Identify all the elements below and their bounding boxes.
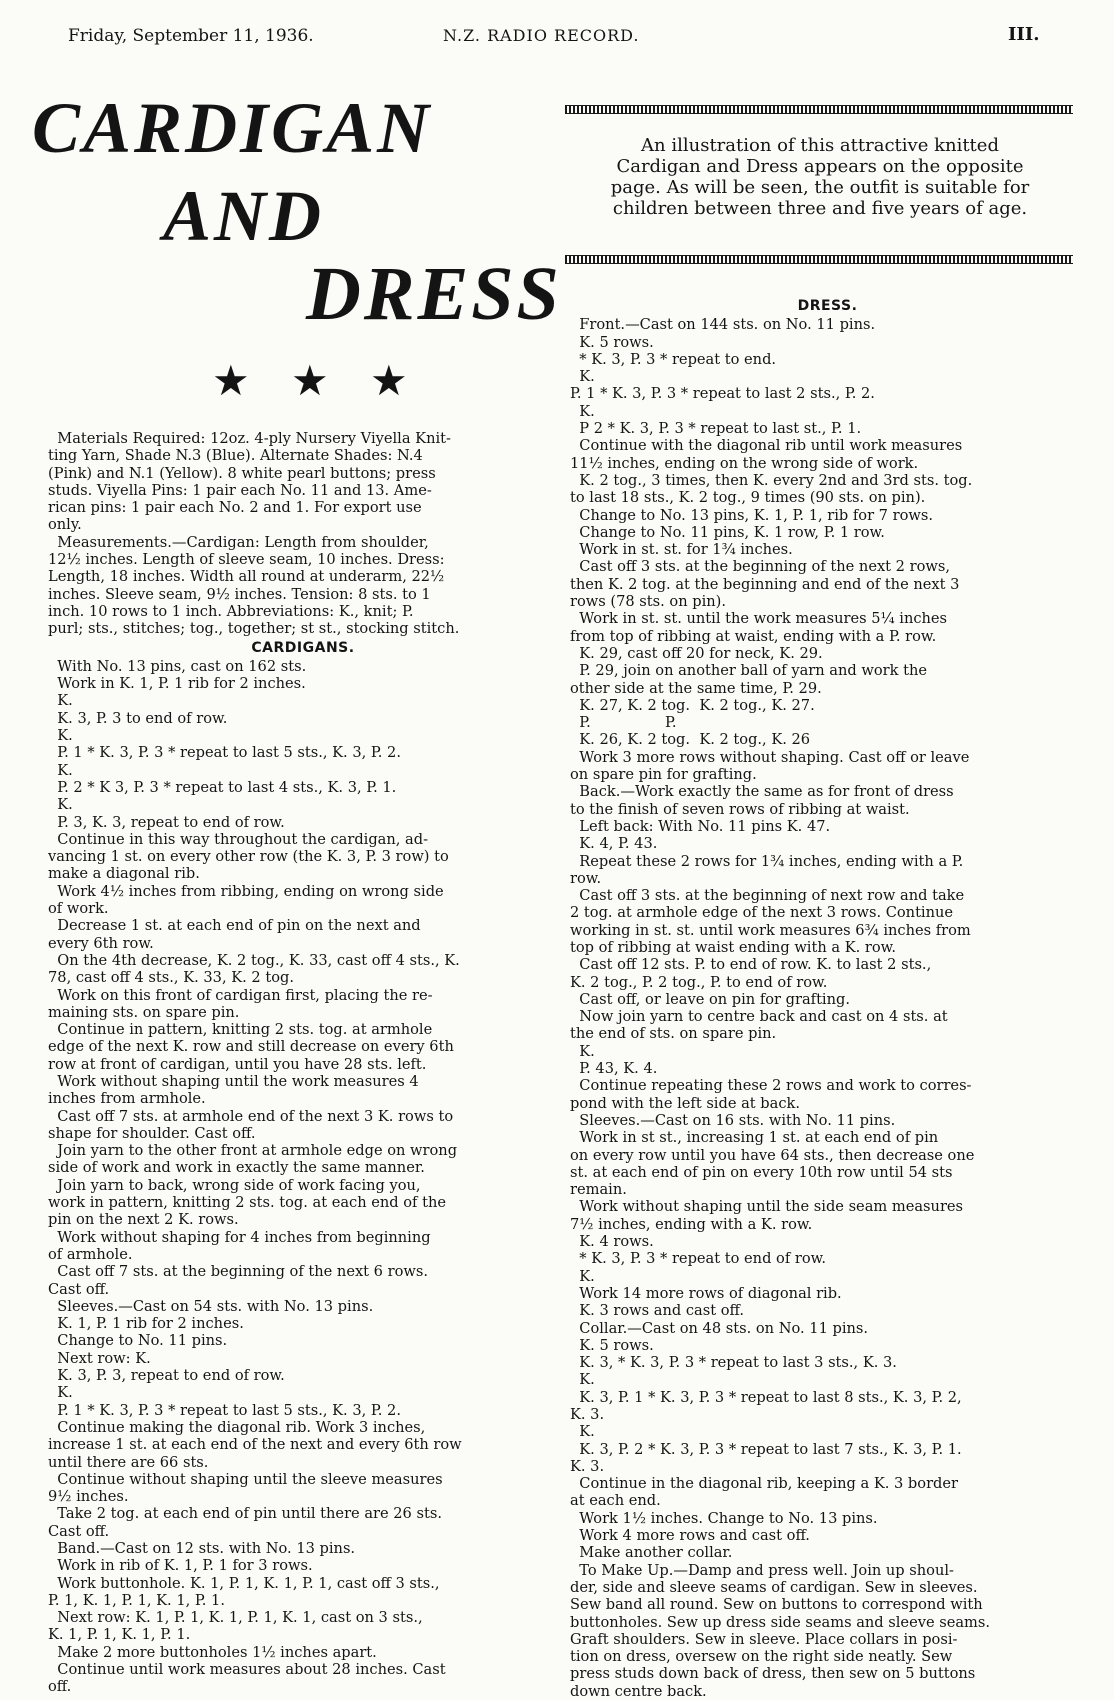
text-line: K. 3, P. 3, repeat to end of row. <box>48 1367 285 1385</box>
text-line: Repeat these 2 rows for 1¾ inches, ending with a P. <box>570 852 964 870</box>
text-line: * K. 3, P. 3 * repeat to end of row. <box>570 1250 827 1268</box>
text-line: K. 2 tog., 3 times, then K. every 2nd and 3rd sts. tog. <box>570 471 973 489</box>
text-line: P. 43, K. 4. <box>570 1060 658 1078</box>
text-line: Join yarn to back, wrong side of work facing you, <box>48 1176 421 1194</box>
text-line: Work in st. st. for 1¾ inches. <box>570 541 793 559</box>
text-line: K. 26, K. 2 tog. K. 2 tog., K. 26 <box>570 731 811 749</box>
left-column <box>48 430 558 1696</box>
text-line: Measurements.—Cardigan: Length from shoulder, <box>48 533 429 551</box>
text-line: K. <box>570 1423 595 1441</box>
text-line: K. <box>48 796 73 814</box>
text-line: K. 4, P. 43. <box>570 835 658 853</box>
text-line: Sleeves.—Cast on 54 sts. with No. 13 pins. <box>48 1297 374 1315</box>
text-line: * K. 3, P. 3 * repeat to end. <box>570 350 777 368</box>
text-line: Cast off. <box>48 1522 110 1540</box>
dress-instructions <box>570 316 1085 1700</box>
text-line: at each end. <box>570 1492 661 1510</box>
text-line: Continue in pattern, knitting 2 sts. tog. at armhole <box>48 1021 433 1039</box>
text-line: Next row: K. 1, P. 1, K. 1, P. 1, K. 1, cast on 3 sts., <box>48 1609 423 1627</box>
text-line: Work 14 more rows of diagonal rib. <box>570 1284 842 1302</box>
text-line: to the finish of seven rows of ribbing at waist. <box>570 800 910 818</box>
text-line: on spare pin for grafting. <box>570 766 757 784</box>
text-line: then K. 2 tog. at the beginning and end of the next 3 <box>570 575 960 593</box>
text-line: (Pink) and N.1 (Yellow). 8 white pearl buttons; press <box>48 464 436 482</box>
text-line: P. P. <box>570 714 677 732</box>
text-line: P. 3, K. 3, repeat to end of row. <box>48 813 285 831</box>
text-line: Work on this front of cardigan first, placing the re- <box>48 986 433 1004</box>
text-line: 12½ inches. Length of sleeve seam, 10 inches. Dress: <box>48 551 445 569</box>
text-line: Cast off 7 sts. at the beginning of the next 6 rows. <box>48 1263 428 1281</box>
text-line: Sleeves.—Cast on 16 sts. with No. 11 pins. <box>570 1111 896 1129</box>
text-line: edge of the next K. row and still decrease on every 6th <box>48 1038 454 1056</box>
text-line: other side at the same time, P. 29. <box>570 679 822 697</box>
text-line: P. 29, join on another ball of yarn and work the <box>570 662 928 680</box>
text-line: every 6th row. <box>48 934 154 952</box>
text-line: K. 3. <box>570 1457 605 1475</box>
text-line: until there are 66 sts. <box>48 1453 209 1471</box>
text-line: Change to No. 11 pins. <box>48 1332 228 1350</box>
text-line: Back.—Work exactly the same as for front of dress <box>570 783 954 801</box>
text-line: Work without shaping for 4 inches from beginning <box>48 1228 431 1246</box>
text-line: Take 2 tog. at each end of pin until there are 26 sts. <box>48 1505 442 1523</box>
text-line: Work without shaping until the side seam measures <box>570 1198 964 1216</box>
text-line: K. <box>570 1042 595 1060</box>
text-line: P. 1 * K. 3, P. 3 * repeat to last 2 sts., P. 2. <box>570 385 875 403</box>
text-line: K. 2 tog., P. 2 tog., P. to end of row. <box>570 973 828 991</box>
text-line: pin on the next 2 K. rows. <box>48 1211 239 1229</box>
text-line: Length, 18 inches. Width all round at underarm, 22½ <box>48 568 445 586</box>
text-line: K. 3, * K. 3, P. 3 * repeat to last 3 sts., K. 3. <box>570 1354 897 1372</box>
text-line: Continue in the diagonal rib, keeping a K. 3 border <box>570 1475 958 1493</box>
page-header <box>0 22 1114 52</box>
text-line: K. 3, P. 1 * K. 3, P. 3 * repeat to last 8 sts., K. 3, P. 2, <box>570 1388 962 1406</box>
text-line: Continue in this way throughout the cardigan, ad- <box>48 830 429 848</box>
text-line: row. <box>570 869 602 887</box>
text-line: K. <box>48 761 73 779</box>
text-line: down centre back. <box>570 1682 707 1700</box>
text-line: K. 29, cast off 20 for neck, K. 29. <box>570 644 823 662</box>
text-line: st. at each end of pin on every 10th row until 54 sts <box>570 1163 953 1181</box>
text-line: of armhole. <box>48 1245 133 1263</box>
text-line: only. <box>48 516 82 534</box>
text-line: buttonholes. Sew up dress side seams and sleeve seams. <box>570 1613 991 1631</box>
text-line: 78, cast off 4 sts., K. 33, K. 2 tog. <box>48 969 294 987</box>
text-line: Continue with the diagonal rib until work measures <box>570 437 963 455</box>
text-line: P. 2 * K 3, P. 3 * repeat to last 4 sts., K. 3, P. 1. <box>48 778 397 796</box>
text-line: On the 4th decrease, K. 2 tog., K. 33, cast off 4 sts., K. <box>48 951 460 969</box>
text-line: Work in rib of K. 1, P. 1 for 3 rows. <box>48 1557 313 1575</box>
text-line: Graft shoulders. Sew in sleeve. Place collars in posi- <box>570 1630 958 1648</box>
text-line: Cast off 7 sts. at armhole end of the next 3 K. rows to <box>48 1107 454 1125</box>
text-line: Work buttonhole. K. 1, P. 1, K. 1, P. 1, cast off 3 sts., <box>48 1574 440 1592</box>
text-line: Change to No. 13 pins, K. 1, P. 1, rib for 7 rows. <box>570 506 933 524</box>
text-line: Band.—Cast on 12 sts. with No. 13 pins. <box>48 1540 356 1557</box>
text-line: Materials Required: 12oz. 4-ply Nursery Viyella Knit- <box>48 430 451 447</box>
text-line: Make another collar. <box>570 1544 733 1562</box>
text-line: K. 3 rows and cast off. <box>570 1302 744 1320</box>
text-line: K. 3, P. 2 * K. 3, P. 3 * repeat to last 7 sts., K. 3, P. 1. <box>570 1440 962 1458</box>
text-line: With No. 13 pins, cast on 162 sts. <box>48 657 307 675</box>
text-line: Work in st. st. until the work measures 5¼ inches <box>570 610 948 628</box>
text-line: K. <box>570 402 595 420</box>
text-line: make a diagonal rib. <box>48 865 200 883</box>
materials-section <box>48 430 558 638</box>
text-line: Cast off. <box>48 1280 110 1298</box>
text-line: purl; sts., stitches; tog., together; st st., stocking stitch. <box>48 620 460 638</box>
text-line: P. 1 * K. 3, P. 3 * repeat to last 5 sts., K. 3, P. 2. <box>48 1401 401 1419</box>
text-line: K. <box>48 692 73 710</box>
text-line: side of work and work in exactly the same manner. <box>48 1159 425 1177</box>
text-line: K. <box>570 368 595 386</box>
text-line: Continue until work measures about 28 inches. Cast <box>48 1661 446 1679</box>
text-line: on every row until you have 64 sts., then decrease one <box>570 1146 975 1164</box>
text-line: working in st. st. until work measures 6¾ inches from <box>570 921 971 939</box>
cardigans-heading: CARDIGANS. <box>251 639 355 656</box>
text-line: to last 18 sts., K. 2 tog., 9 times (90 sts. on pin). <box>570 489 926 507</box>
text-line: Work 4½ inches from ribbing, ending on wrong side <box>48 882 444 900</box>
text-line: maining sts. on spare pin. <box>48 1003 240 1021</box>
text-line: of work. <box>48 900 109 918</box>
text-line: K. 3, P. 3 to end of row. <box>48 709 228 727</box>
text-line: K. 4 rows. <box>570 1233 654 1251</box>
text-line: P 2 * K. 3, P. 3 * repeat to last st., P. 1. <box>570 420 862 438</box>
text-line: K. <box>570 1371 595 1389</box>
page-number: III. <box>1008 24 1040 45</box>
text-line: ting Yarn, Shade N.3 (Blue). Alternate Shades: N.4 <box>48 447 423 465</box>
text-line: remain. <box>570 1181 627 1199</box>
text-line: Join yarn to the other front at armhole edge on wrong <box>48 1142 458 1160</box>
text-line: K. 3. <box>570 1406 605 1423</box>
text-line: Cast off 12 sts. P. to end of row. K. to last 2 sts., <box>570 956 932 974</box>
text-line: K. 1, P. 1, K. 1, P. 1. <box>48 1626 191 1644</box>
text-line: increase 1 st. at each end of the next and every 6th row <box>48 1436 462 1454</box>
text-line: Change to No. 11 pins, K. 1 row, P. 1 row. <box>570 523 885 541</box>
top-rule <box>565 105 1073 114</box>
text-line: off. <box>48 1678 72 1696</box>
headline-dress: DRESS <box>306 252 562 336</box>
text-line: Cast off 3 sts. at the beginning of next row and take <box>570 887 965 905</box>
text-line: inches. Sleeve seam, 9½ inches. Tension: 8 sts. to 1 <box>48 585 431 603</box>
text-line: 2 tog. at armhole edge of the next 3 rows. Continue <box>570 904 954 922</box>
text-line: pond with the left side at back. <box>570 1094 800 1112</box>
text-line: K. 1, P. 1 rib for 2 inches. <box>48 1315 244 1333</box>
text-line: Make 2 more buttonholes 1½ inches apart. <box>48 1643 377 1661</box>
text-line: Left back: With No. 11 pins K. 47. <box>570 817 831 835</box>
text-line: Work in st st., increasing 1 st. at each end of pin <box>570 1129 939 1147</box>
text-line: Sew band all round. Sew on buttons to correspond with <box>570 1596 983 1614</box>
text-line: row at front of cardigan, until you have 28 sts. left. <box>48 1055 427 1073</box>
text-line: rican pins: 1 pair each No. 2 and 1. For export use <box>48 499 422 517</box>
cardigans-instructions <box>48 658 558 1696</box>
headline-cardigan: CARDIGAN <box>32 88 433 168</box>
text-line: Work in K. 1, P. 1 rib for 2 inches. <box>48 675 306 693</box>
intro-box <box>565 105 1073 260</box>
text-line: K. 5 rows. <box>570 333 654 351</box>
text-line: Now join yarn to centre back and cast on 4 sts. at <box>570 1008 948 1026</box>
text-line: Collar.—Cast on 48 sts. on No. 11 pins. <box>570 1319 869 1337</box>
text-line: Continue repeating these 2 rows and work to corres- <box>570 1077 972 1095</box>
text-line: vancing 1 st. on every other row (the K. 3, P. 3 row) to <box>48 848 449 866</box>
text-line: press studs down back of dress, then sew on 5 buttons <box>570 1665 976 1683</box>
text-line: 7½ inches, ending with a K. row. <box>570 1215 813 1233</box>
publication-title: N.Z. RADIO RECORD. <box>443 26 640 45</box>
text-line: the end of sts. on spare pin. <box>570 1025 777 1043</box>
text-line: Continue making the diagonal rib. Work 3 inches, <box>48 1418 426 1436</box>
text-line: work in pattern, knitting 2 sts. tog. at each end of the <box>48 1194 447 1212</box>
text-line: der, side and sleeve seams of cardigan. Sew in sleeves. <box>570 1578 978 1596</box>
text-line: K. <box>570 1267 595 1285</box>
text-line: rows (78 sts. on pin). <box>570 593 726 611</box>
text-line: from top of ribbing at waist, ending with a P. row. <box>570 627 937 645</box>
headline-and: AND <box>163 176 325 256</box>
text-line: tion on dress, oversew on the right side neatly. Sew <box>570 1648 953 1666</box>
issue-date: Friday, September 11, 1936. <box>68 26 314 46</box>
text-line: K. <box>48 1384 73 1402</box>
text-line: Continue without shaping until the sleeve measures <box>48 1470 443 1488</box>
text-line: inches from armhole. <box>48 1090 206 1108</box>
intro-text: An illustration of this attractive knitted Cardigan and Dress appears on the opposite page. As will be seen, the outfit is suitable for children between three and five years of age. <box>610 135 1030 219</box>
text-line: shape for shoulder. Cast off. <box>48 1124 256 1142</box>
text-line: P. 1 * K. 3, P. 3 * repeat to last 5 sts., K. 3, P. 2. <box>48 744 401 762</box>
text-line: To Make Up.—Damp and press well. Join up shoul- <box>570 1561 954 1579</box>
text-line: K. <box>48 727 73 745</box>
text-line: inch. 10 rows to 1 inch. Abbreviations: K., knit; P. <box>48 602 414 620</box>
text-line: K. 27, K. 2 tog. K. 2 tog., K. 27. <box>570 696 815 714</box>
right-column <box>570 296 1085 1700</box>
text-line: Cast off 3 sts. at the beginning of the next 2 rows, <box>570 558 950 576</box>
text-line: studs. Viyella Pins: 1 pair each No. 11 and 13. Ame- <box>48 481 432 499</box>
text-line: Work 4 more rows and cast off. <box>570 1527 810 1545</box>
decorative-stars: ★ ★ ★ <box>212 356 422 405</box>
text-line: Decrease 1 st. at each end of pin on the next and <box>48 917 421 935</box>
text-line: Work 1½ inches. Change to No. 13 pins. <box>570 1509 878 1527</box>
text-line: Front.—Cast on 144 sts. on No. 11 pins. <box>570 316 876 334</box>
text-line: 11½ inches, ending on the wrong side of work. <box>570 454 919 472</box>
text-line: 9½ inches. <box>48 1488 129 1506</box>
text-line: Cast off, or leave on pin for grafting. <box>570 990 850 1008</box>
text-line: Work without shaping until the work measures 4 <box>48 1072 419 1090</box>
text-line: Next row: K. <box>48 1349 151 1367</box>
dress-heading: DRESS. <box>797 298 858 314</box>
text-line: P. 1, K. 1, P. 1, K. 1, P. 1. <box>48 1591 225 1609</box>
text-line: top of ribbing at waist ending with a K. row. <box>570 938 897 956</box>
bottom-rule <box>565 255 1073 264</box>
text-line: K. 5 rows. <box>570 1336 654 1354</box>
text-line: Work 3 more rows without shaping. Cast off or leave <box>570 748 970 766</box>
